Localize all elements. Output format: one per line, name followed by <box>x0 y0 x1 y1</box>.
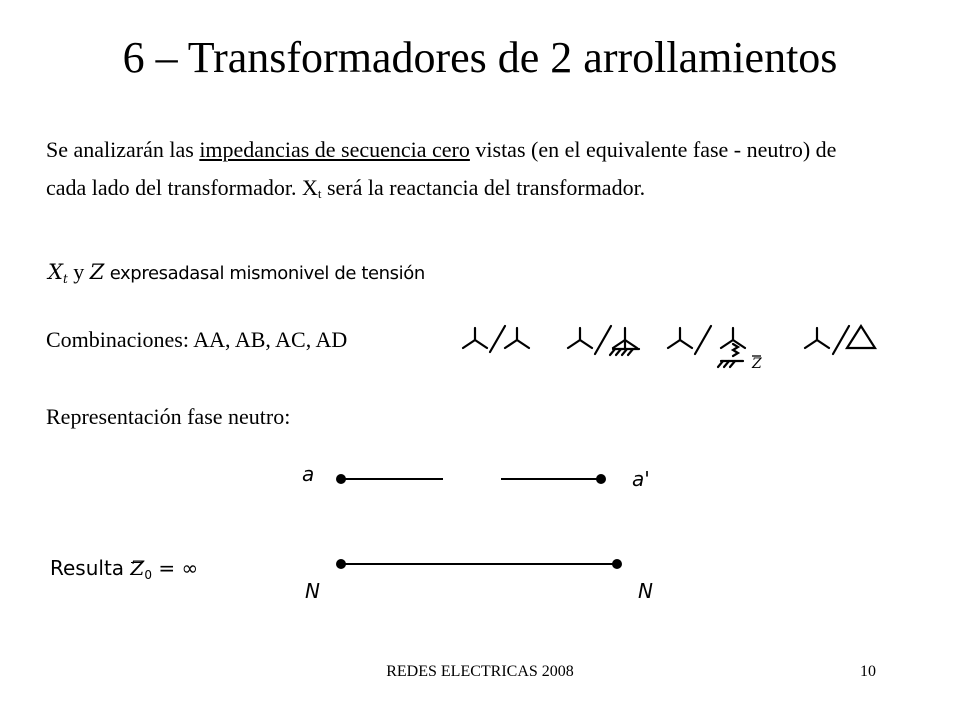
wye-left-icon <box>568 328 592 348</box>
formula-rest: expresadasal mismonivel de tensión <box>104 263 425 284</box>
paragraph-text-end: será la reactancia del transformador. <box>321 175 646 200</box>
paragraph-text-before: Se analizarán las <box>46 137 200 162</box>
formula-var-x: X <box>48 260 63 284</box>
result-symbol-bar <box>131 562 143 563</box>
node-label-n-right: N <box>638 579 653 603</box>
node-label-a: a <box>302 462 315 486</box>
grounded-wye-icon <box>610 328 639 355</box>
footer-text: REDES ELECTRICAS 2008 <box>386 663 574 680</box>
formula-conjunction: y <box>67 259 90 284</box>
paragraph-text-after: vistas (en el equivalente fase - neutro) de cada lado del transformador. X <box>46 137 837 200</box>
connection-symbols <box>455 318 895 382</box>
result-symbol-sub: 0 <box>144 568 152 582</box>
symbol-ab <box>568 326 639 355</box>
formula-line <box>48 254 425 297</box>
impedance-grounded-wye-icon <box>718 328 745 367</box>
combinations-label: Combinaciones: AA, AB, AC, AD <box>46 327 348 352</box>
intro-paragraph <box>46 131 866 213</box>
wye-right-icon <box>505 328 529 348</box>
wye-left-icon <box>805 328 829 348</box>
paragraph-subscript: t <box>317 186 322 201</box>
page-number: 10 <box>860 663 876 680</box>
wye-left-icon <box>668 328 692 348</box>
symbol-aa <box>463 326 529 352</box>
node-label-n-left: N <box>305 579 320 603</box>
result-symbol-letter: Z <box>130 556 145 580</box>
result-word: Resulta <box>50 556 125 580</box>
representation-label: Representación fase neutro: <box>46 404 291 429</box>
result-equals-value: = ∞ <box>151 556 199 580</box>
symbol-ad <box>805 326 875 354</box>
delta-icon <box>847 326 875 348</box>
wye-left-icon <box>463 328 487 348</box>
slide-title: 6 – Transformadores de 2 arrollamientos <box>122 33 838 82</box>
result-symbol <box>130 556 144 580</box>
paragraph-underlined-term: impedancias de secuencia cero <box>199 137 470 162</box>
terminal-a-prime <box>596 474 606 484</box>
formula-var-z: Z <box>89 260 105 284</box>
formula-var-x-sub: t <box>62 272 68 286</box>
separator-slash <box>833 326 849 354</box>
separator-slash <box>490 326 505 352</box>
symbol-ac <box>668 326 745 367</box>
result-expression <box>50 550 198 593</box>
impedance-label: Z <box>752 356 762 372</box>
separator-slash <box>695 326 711 354</box>
terminal-n-right <box>612 559 622 569</box>
node-label-a-prime: a' <box>632 467 650 491</box>
phase-neutral-diagram <box>295 455 655 615</box>
separator-slash <box>595 326 611 354</box>
